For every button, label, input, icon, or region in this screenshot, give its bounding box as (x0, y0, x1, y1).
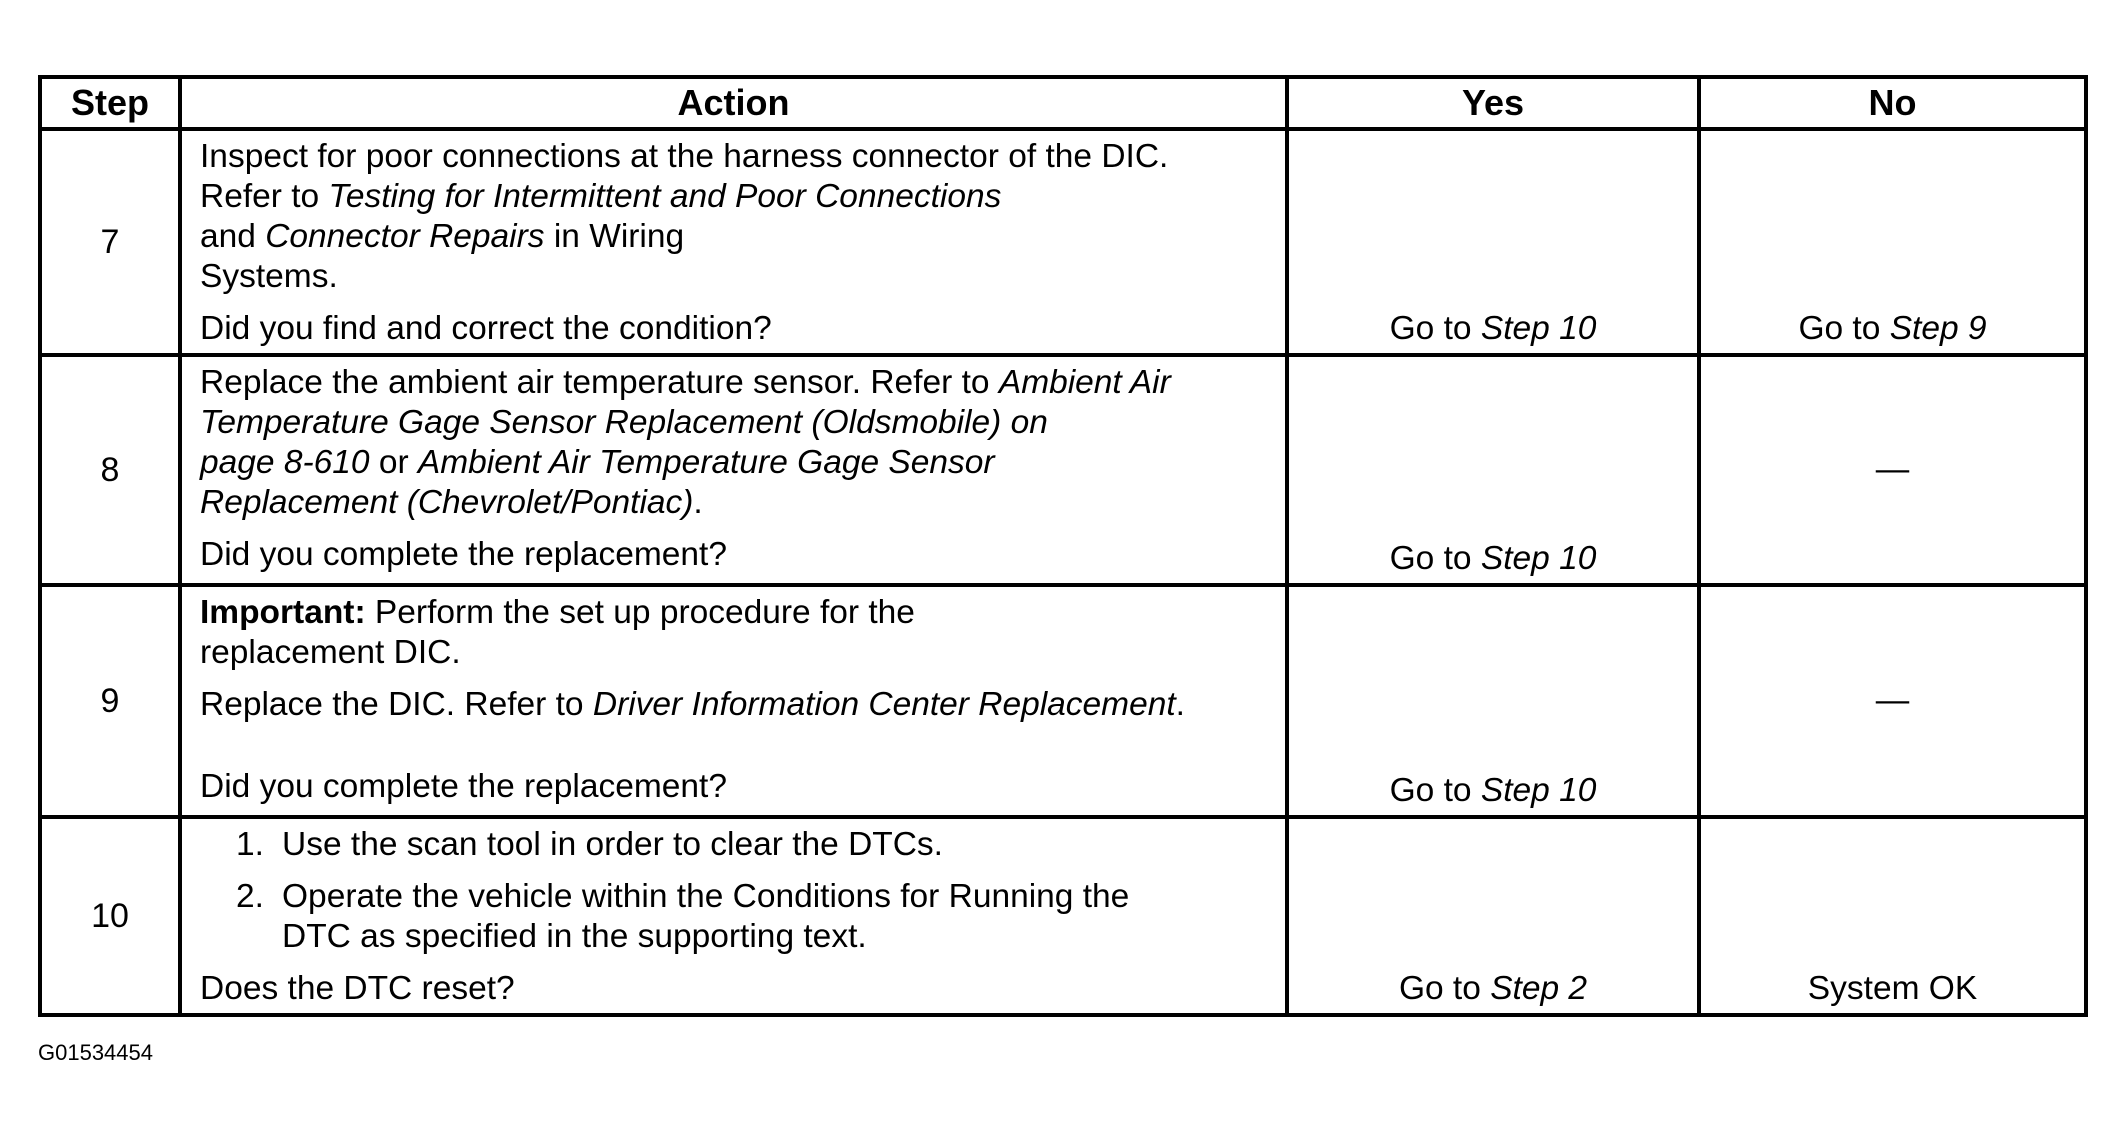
procedure-list (200, 825, 1275, 957)
reference-link: Driver Information Center Replacement (592, 686, 1176, 723)
action-text-part: replacement DIC. (200, 634, 461, 671)
action-question: Did you complete the replacement? (200, 768, 727, 805)
action-text-part: or (369, 444, 418, 481)
action-text-part: Inspect for poor connections at the harness connector of the DIC. (200, 138, 1169, 175)
action-text-part: . (1175, 686, 1185, 723)
header-step: Step (40, 77, 180, 129)
procedure-item-text: Operate the vehicle within the Conditions for Running the (282, 878, 1130, 915)
step-number: 8 (40, 355, 180, 585)
yes-cell (1287, 129, 1699, 355)
step-number: 10 (40, 817, 180, 1015)
step-number: 7 (40, 129, 180, 355)
important-note (200, 593, 1275, 673)
action-text-part: and (200, 218, 266, 255)
procedure-item-number: 2. (236, 878, 264, 915)
procedure-item (200, 877, 1275, 957)
header-yes: Yes (1287, 77, 1699, 129)
yes-step-ref: Step 10 (1480, 540, 1597, 577)
figure-id: G01534454 (38, 1040, 153, 1065)
header-no: No (1699, 77, 2086, 129)
header-action: Action (180, 77, 1287, 129)
diagnostic-table (38, 75, 2088, 1017)
procedure-item-number: 1. (236, 826, 264, 863)
no-result: System OK (1807, 970, 1978, 1007)
yes-cell (1287, 585, 1699, 817)
action-text (200, 137, 1275, 297)
no-dash: — (1875, 682, 1910, 719)
yes-prefix: Go to (1389, 540, 1481, 577)
yes-step-ref: Step 2 (1490, 970, 1588, 1007)
yes-prefix: Go to (1398, 970, 1491, 1007)
important-label: Important: (200, 594, 366, 631)
action-question: Did you complete the replacement? (200, 536, 727, 573)
procedure-item-text: Use the scan tool in order to clear the DTCs. (282, 826, 943, 863)
no-cell (1699, 817, 2086, 1015)
action-text-part: in Wiring (544, 218, 685, 255)
action-text (200, 363, 1275, 523)
no-cell (1699, 129, 2086, 355)
reference-link: Connector Repairs (265, 218, 545, 255)
reference-link: Testing for Intermittent and Poor Connections (328, 178, 1002, 215)
reference-link: Ambient Air (998, 364, 1171, 401)
yes-prefix: Go to (1389, 772, 1481, 809)
yes-cell (1287, 355, 1699, 585)
action-question: Did you find and correct the condition? (200, 310, 772, 347)
reference-link: Replacement (Chevrolet/Pontiac) (200, 484, 694, 521)
action-cell (180, 129, 1287, 355)
table-row-step-7 (40, 129, 2086, 355)
reference-link: page 8-610 (200, 444, 370, 481)
no-dash: — (1875, 451, 1910, 488)
procedure-item (200, 825, 1275, 865)
reference-link: Temperature Gage Sensor Replacement (Oldsmobile) on (200, 404, 1048, 441)
table-header-row (40, 77, 2086, 129)
action-text-part: Systems. (200, 258, 338, 295)
action-text-part: Refer to (200, 178, 329, 215)
no-step-ref: Step 9 (1889, 310, 1987, 347)
action-cell (180, 585, 1287, 817)
action-text-part: Replace the DIC. Refer to (200, 686, 593, 723)
action-text-part: Perform the set up procedure for the (365, 594, 915, 631)
no-cell (1699, 355, 2086, 585)
yes-step-ref: Step 10 (1480, 772, 1597, 809)
procedure-item-text: DTC as specified in the supporting text. (282, 918, 867, 955)
step-number: 9 (40, 585, 180, 817)
action-text-part: . (693, 484, 703, 521)
action-question: Does the DTC reset? (200, 970, 515, 1007)
action-text (200, 685, 1275, 725)
no-prefix: Go to (1798, 310, 1890, 347)
action-cell (180, 817, 1287, 1015)
yes-prefix: Go to (1389, 310, 1481, 347)
no-cell (1699, 585, 2086, 817)
action-cell (180, 355, 1287, 585)
table-row-step-8 (40, 355, 2086, 585)
yes-cell (1287, 817, 1699, 1015)
reference-link: Ambient Air Temperature Gage Sensor (417, 444, 995, 481)
table-row-step-10 (40, 817, 2086, 1015)
table-row-step-9 (40, 585, 2086, 817)
yes-step-ref: Step 10 (1480, 310, 1597, 347)
action-text-part: Replace the ambient air temperature sensor. Refer to (200, 364, 999, 401)
